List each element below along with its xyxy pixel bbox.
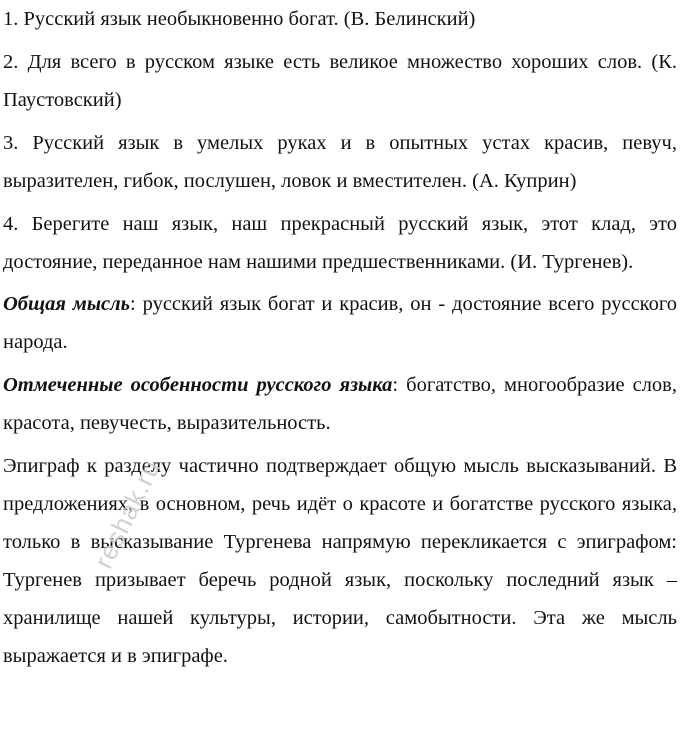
features-text: : богатство, многообразие слов, красота, певучесть, выразительность. xyxy=(3,374,677,434)
features-label: Отмеченные особенности русского языка xyxy=(3,374,393,396)
general-idea-paragraph xyxy=(3,285,677,361)
features-paragraph xyxy=(3,366,677,442)
conclusion-paragraph: Эпиграф к разделу частично подтверждает общую мысль высказываний. В предложениях, в основном, речь идёт о красоте и богатстве русского языка, только в высказывание Тургенева напрямую перекликается с эпиграфом: Тургенев призывает беречь родной язык, поскольку последний язык – хранилище нашей культуры, истории, самобытности. Эта же мысль выражается и в эпиграфе. xyxy=(3,455,677,667)
quote-2: 2. Для всего в русском языке есть великое множество хороших слов. (К. Паустовский) xyxy=(3,51,677,111)
general-idea-text: : русский язык богат и красив, он - достояние всего русского народа. xyxy=(3,293,677,353)
document-body xyxy=(3,0,677,675)
quote-4: 4. Берегите наш язык, наш прекрасный русский язык, этот клад, это достояние, переданное нам нашими предшественниками. (И. Тургенев). xyxy=(3,213,677,273)
general-idea-label: Общая мысль xyxy=(3,293,131,315)
watermark: reshak.ru xyxy=(88,454,167,574)
quote-1: 1. Русский язык необыкновенно богат. (В. Белинский) xyxy=(3,8,476,30)
quote-3: 3. Русский язык в умелых руках и в опытных устах красив, певуч, выразителен, гибок, послушен, ловок и вместителен. (А. Куприн) xyxy=(3,132,677,192)
